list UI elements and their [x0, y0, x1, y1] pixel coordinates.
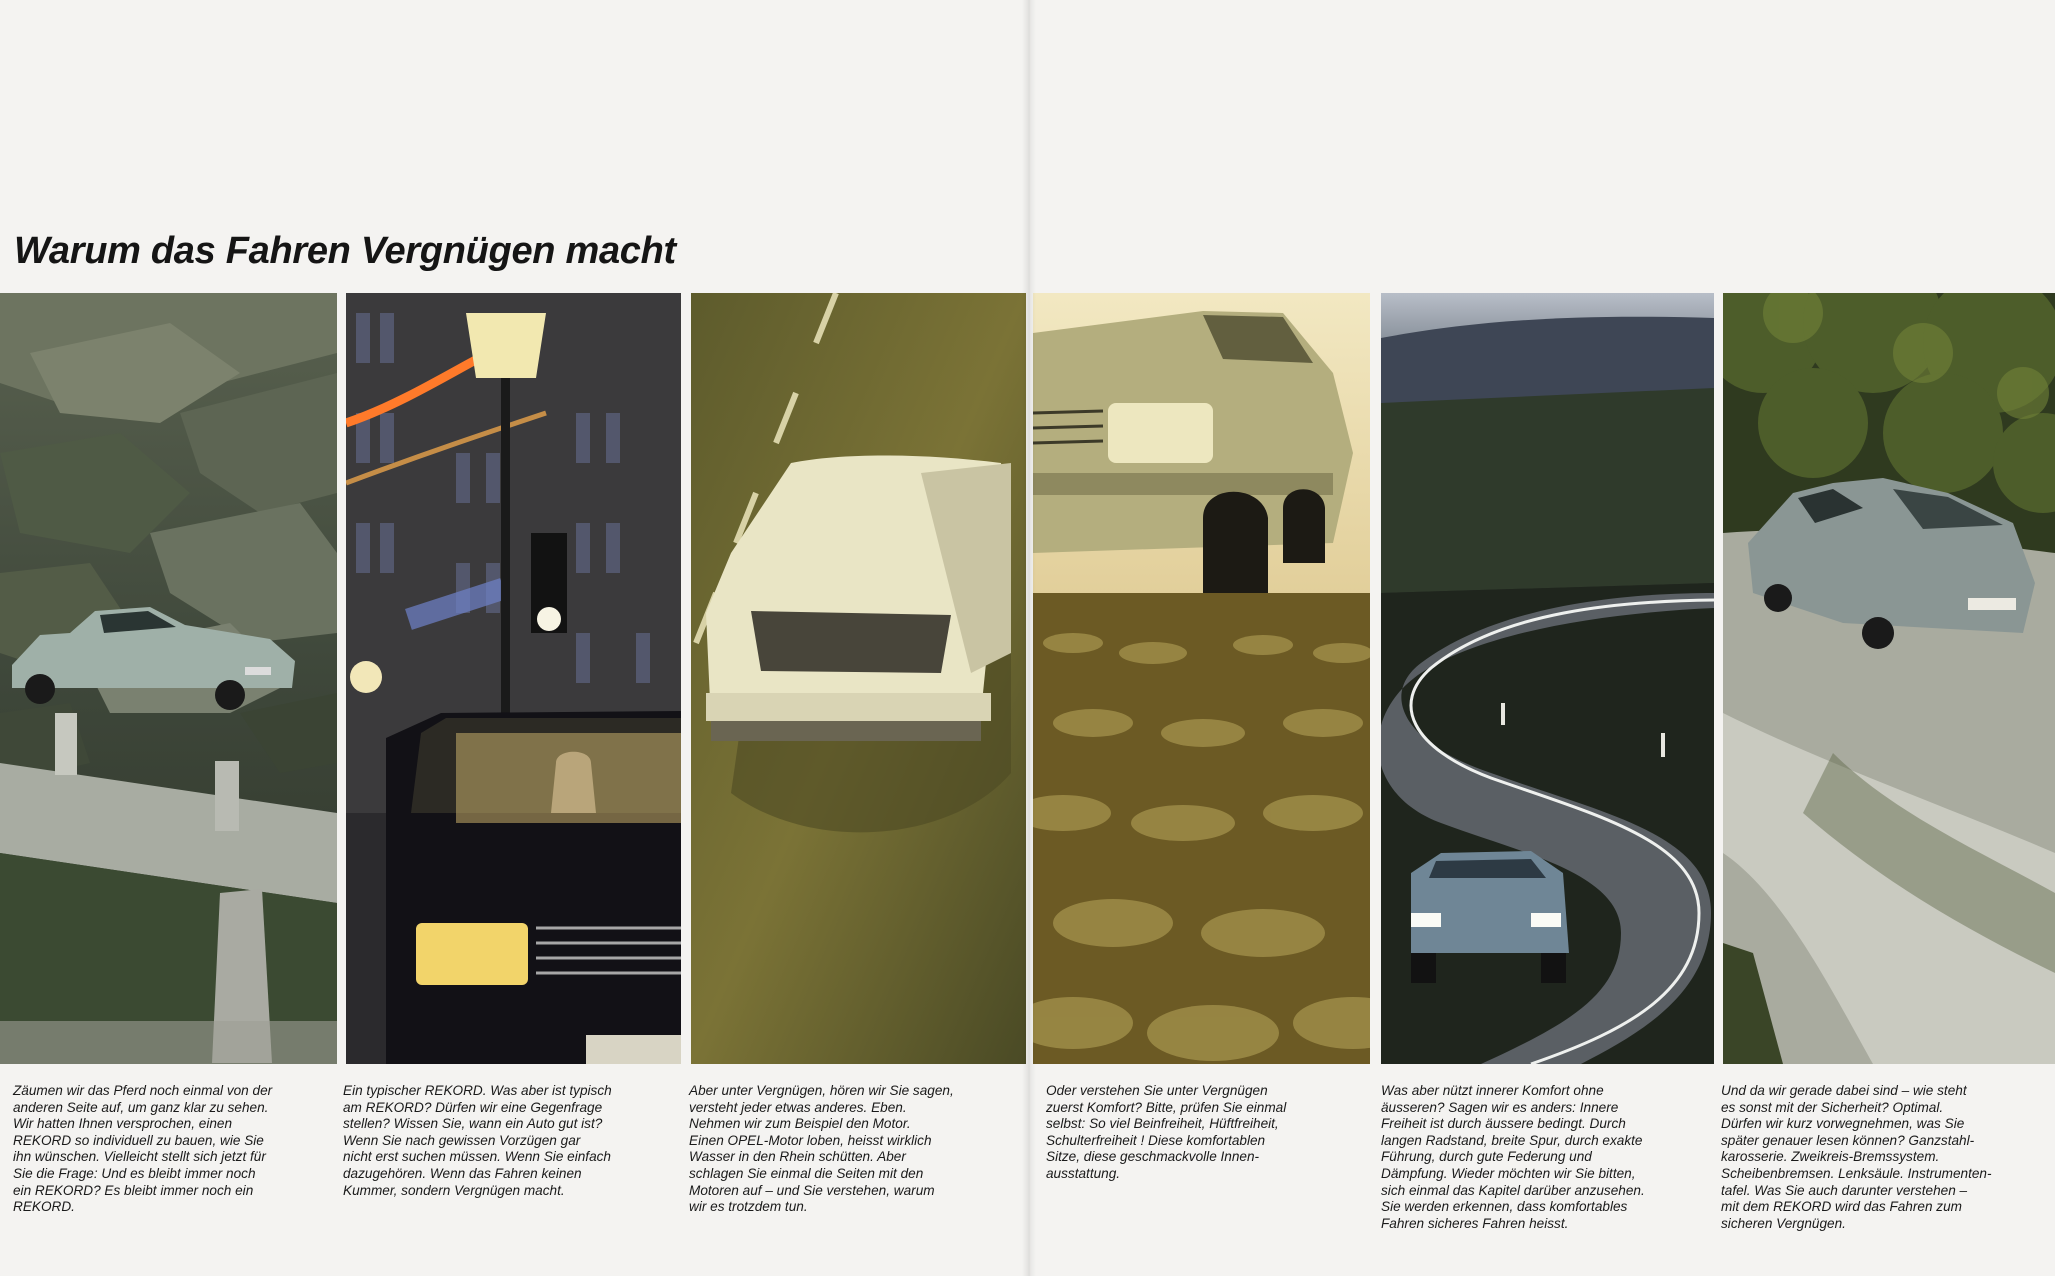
- headline: Warum das Fahren Vergnügen macht: [14, 230, 676, 272]
- caption-1: Zäumen wir das Pferd noch einmal von der anderen Seite auf, um ganz klar zu sehen. Wir hatten Ihnen versprochen, einen REKORD so individuell zu bauen, wie Sie ihn wünschen. Vielleicht stellt sich jetzt für Sie die Frage: Und es bleibt immer noch ein REKORD? Es bleibt immer noch ein REKORD.: [13, 1083, 273, 1215]
- caption-6: Und da wir gerade dabei sind – wie steht es sonst mit der Sicherheit? Optimal. Dürfen wir kurz vorwegnehmen, was Sie später genauer lesen können? Ganzstahl- karosserie. Zweikreis-Bremssystem. Scheibenbremsen. Lenksäule. Instrumenten- tafel. Was Sie auch darunter verstehen – mit dem REKORD wird das Fahren zum sicheren Vergnügen.: [1721, 1083, 1992, 1231]
- night-city-photo: [346, 293, 681, 1064]
- caption-5: Was aber nützt innerer Komfort ohne äusseren? Sagen wir es anders: Innere Freiheit ist durch äussere bedingt. Durch langen Radstand, breite Spur, durch exakte Führung, durch gute Federung und Dämpfung. Wieder möchten wir Sie bitten, sich einmal das Kapitel darüber anzusehen. Sie werden erkennen, dass komfortables Fahren sicheres Fahren heisst.: [1381, 1083, 1645, 1231]
- winding-road-photo: [1381, 293, 1714, 1064]
- cobblestone-photo: [1033, 293, 1370, 1064]
- caption-2: Ein typischer REKORD. Was aber ist typisch am REKORD? Dürfen wir eine Gegenfrage stellen? Wissen Sie, wann ein Auto gut ist? Wenn Sie nach gewissen Vorzügen gar nicht erst suchen müssen. Wenn Sie einfach dazugehören. Wenn das Fahren keinen Kummer, sondern Vergnügen macht.: [343, 1083, 612, 1198]
- caption-4: Oder verstehen Sie unter Vergnügen zuerst Komfort? Bitte, prüfen Sie einmal selbst: So viel Beinfreiheit, Hüftfreiheit, Schulterfreiheit ! Diese komfortablen Sitze, diese geschmackvolle Innen- ausstattung.: [1046, 1083, 1287, 1181]
- caption-3: Aber unter Vergnügen, hören wir Sie sagen, versteht jeder etwas anderes. Eben. Nehmen wir zum Beispiel den Motor. Einen OPEL-Motor loben, heisst wirklich Wasser in den Rhein schütten. Aber schlagen Sie einmal die Seiten mit den Motoren auf – und Sie verstehen, warum wir es trotzdem tun.: [689, 1083, 954, 1215]
- motion-blur-photo: [691, 293, 1026, 1064]
- page-fold: [1022, 0, 1036, 1276]
- rock-coupe-photo: [0, 293, 337, 1064]
- forest-coupe-photo: [1723, 293, 2055, 1064]
- show-through-text: [1370, 240, 1378, 274]
